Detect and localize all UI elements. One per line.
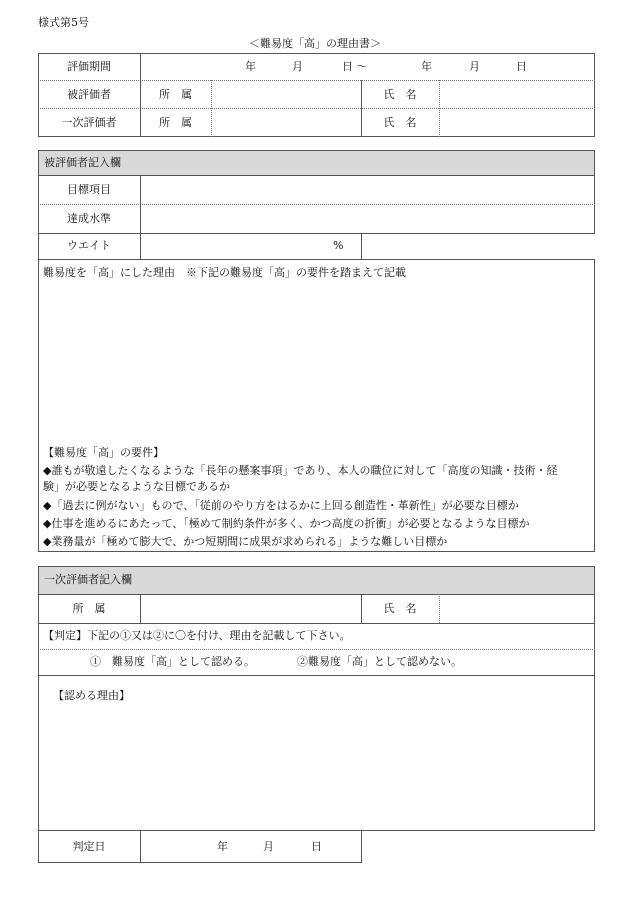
goal-item-field[interactable]	[141, 176, 594, 203]
judgment-instruction: 【判定】下記の①又は②に〇を付け、理由を記載して下さい。	[43, 629, 351, 642]
evaluator-affiliation-field[interactable]	[212, 109, 360, 136]
weight-label: ウエイト	[67, 239, 111, 252]
date-month: 月	[263, 840, 274, 853]
evaluator-section-affiliation-field[interactable]	[141, 595, 360, 622]
form-number: 様式第5号	[38, 16, 89, 29]
requirement-item: 験」が必要となるような目標であるか	[43, 480, 230, 493]
document-title: ＜難易度「高」の理由書＞	[249, 37, 381, 50]
period-day-1: 日 〜	[342, 60, 368, 73]
evaluatee-affiliation-field[interactable]	[212, 81, 360, 107]
weight-field[interactable]	[141, 234, 331, 258]
evaluatee-name-field[interactable]	[440, 81, 594, 107]
evaluator-name-label: 氏 名	[383, 602, 417, 615]
period-year-1: 年	[245, 60, 256, 73]
judgment-date-label: 判定日	[72, 840, 106, 853]
evaluator-affiliation-label: 所 属	[72, 602, 106, 615]
evaluator-section-header	[38, 566, 595, 595]
affiliation-label: 所 属	[159, 116, 192, 129]
requirement-item: ◆誰もが敬遠したくなるような「長年の懸案事項」であり、本人の職位に対して「高度の知識・技術・経	[43, 464, 558, 477]
evaluatee-section-title: 被評価者記入欄	[44, 156, 121, 169]
evaluator-name-field[interactable]	[440, 109, 594, 136]
period-day-2: 日	[516, 60, 527, 73]
goal-item-label: 目標項目	[67, 183, 111, 196]
evaluator-section-name-field[interactable]	[440, 595, 594, 622]
requirements-heading: 【難易度「高」の要件】	[43, 446, 164, 459]
evaluatee-section-header	[38, 150, 595, 176]
evaluator-section-title: 一次評価者記入欄	[44, 573, 132, 586]
name-label: 氏 名	[383, 88, 417, 101]
requirement-item: ◆業務量が「極めて膨大で、かつ短期間に成果が求められる」ような難しい目標か	[43, 535, 448, 548]
requirement-item: ◆仕事を進めるにあたって、「極めて制約条件が多く、かつ高度の折衝」が必要となるような目標か	[43, 517, 530, 530]
achievement-label: 達成水準	[67, 212, 111, 225]
evaluatee-label: 被評価者	[67, 88, 111, 101]
name-label: 氏 名	[383, 116, 417, 129]
option-reject[interactable]: ②難易度「高」として認めない。	[297, 655, 462, 668]
period-label: 評価期間	[67, 60, 111, 73]
requirement-item: ◆「過去に例がない」もので、「従前のやり方をはるかに上回る創造性・革新性」が必要な目標か	[43, 499, 519, 512]
period-month-1: 月	[292, 60, 303, 73]
primary-evaluator-label: 一次評価者	[61, 116, 117, 129]
approve-reason-heading: 【認める理由】	[53, 689, 130, 702]
reason-field[interactable]	[42, 284, 590, 442]
approve-reason-field[interactable]	[42, 708, 590, 826]
date-year: 年	[217, 840, 228, 853]
weight-unit: %	[333, 239, 344, 252]
option-approve[interactable]: ① 難易度「高」として認める。	[90, 655, 255, 668]
date-day: 日	[311, 840, 322, 853]
period-month-2: 月	[469, 60, 480, 73]
achievement-field[interactable]	[141, 205, 594, 233]
reason-heading: 難易度を「高」にした理由 ※下記の難易度「高」の要件を踏まえて記載	[43, 266, 406, 279]
affiliation-label: 所 属	[159, 88, 192, 101]
period-year-2: 年	[421, 60, 432, 73]
